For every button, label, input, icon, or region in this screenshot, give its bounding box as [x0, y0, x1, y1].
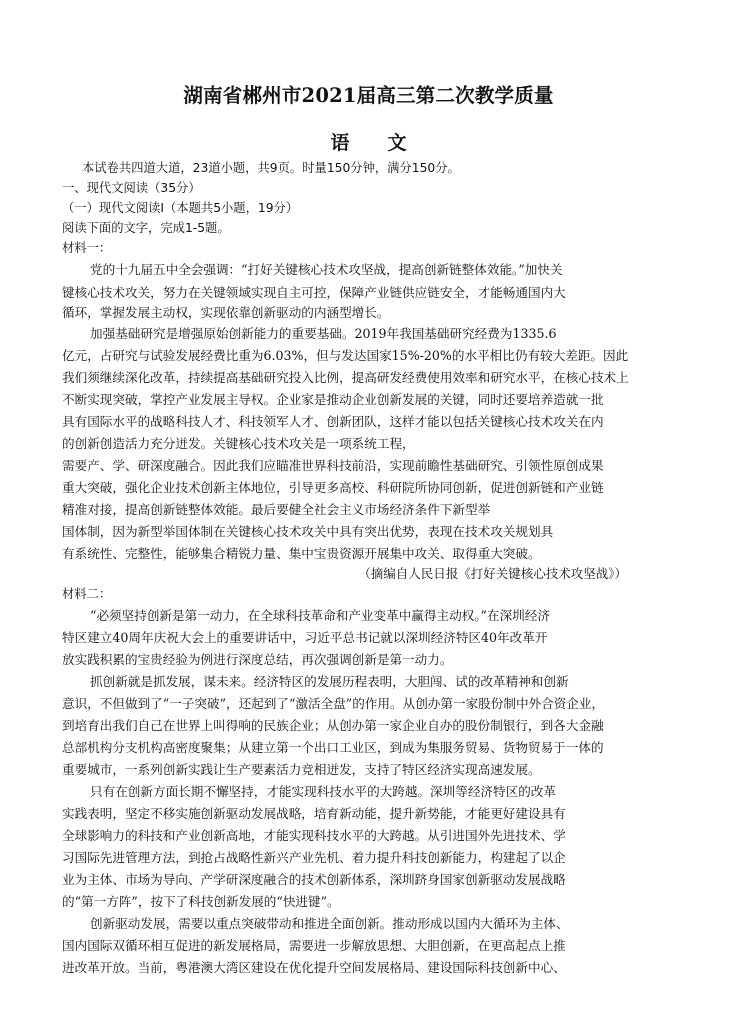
- paragraph-line: 的创新创造活力充分迸发。关键核心技术攻关是一项系统工程，: [62, 436, 415, 451]
- paragraph-line: 特区建立40周年庆祝大会上的重要讲话中，习近平总书记就以深圳经济特区40年改革开: [62, 630, 548, 645]
- paragraph-line: 全球影响力的科技和产业创新高地，才能实现科技水平的大跨越。从引进国外先进技术、学: [62, 828, 566, 843]
- paragraph-line: 有系统性、完整性，能够集合精锐力量、集中宝贵资源开展集中攻关、取得重大突破。: [62, 546, 541, 561]
- subject-title: 语 文: [330, 132, 407, 154]
- paragraph-line: “必须坚持创新是第一动力，在全球科技革命和产业变革中赢得主动权。”在深圳经济: [90, 608, 550, 623]
- paragraph-line: 抓创新就是抓发展，谋未来。经济特区的发展历程表明，大胆闯、试的改革精神和创新: [90, 674, 569, 689]
- exam-title: 湖南省郴州市2021届高三第二次教学质量: [183, 84, 554, 107]
- paragraph-line: 我们须继续深化改革，持续提高基础研究投入比例，提高研发经费使用效率和研究水平，在核心技术上: [62, 370, 629, 385]
- paragraph-line: 键核心技术攻关，努力在关键领域实现自主可控，保障产业链供应链安全，才能畅通国内大: [62, 285, 566, 300]
- paragraph-line: 进改革开放。当前，粤港澳大湾区建设在优化提升空间发展格局、建设国际科技创新中心、: [62, 960, 566, 975]
- exam-intro: 本试卷共四道大道，23道小题，共9页。时量150分钟，满分150分。: [82, 161, 460, 175]
- section-heading: 一、现代文阅读（35分）: [62, 181, 201, 195]
- paragraph-line: 国体制，因为新型举国体制在关键核心技术攻关中具有突出优势，表现在技术攻关规划具: [62, 524, 554, 539]
- paragraph-line: 重大突破，强化企业技术创新主体地位，引导更多高校、科研院所协同创新，促进创新链和产业链: [62, 480, 604, 495]
- reading-instruction: 阅读下面的文字，完成1-5题。: [62, 221, 230, 235]
- paragraph-line: 习国际先进管理方法，到抢占战略性新兴产业先机、着力提升科技创新能力，构建起了以企: [62, 850, 566, 865]
- paragraph-line: 到培育出我们自己在世界上叫得响的民族企业；从创办第一家企业自办的股份制银行，到各大金融: [62, 718, 604, 733]
- paragraph-line: 需要产、学、研深度融合。因此我们应瞄准世界科技前沿，实现前瞻性基础研究、引领性原创成果: [62, 458, 604, 473]
- subsection-heading: （一）现代文阅读Ⅰ（本题共5小题，19分）: [62, 201, 299, 215]
- paragraph-line: 创新驱动发展，需要以重点突破带动和推进全面创新。推动形成以国内大循环为主体、: [90, 916, 569, 931]
- paragraph-line: 总部机构分支机构高密度聚集；从建立第一个出口工业区，到成为集服务贸易、货物贸易于一体的: [62, 740, 604, 755]
- material-label: 材料一：: [62, 241, 112, 255]
- paragraph-line: 重要城市，一系列创新实践让生产要素活力竞相迸发，支持了特区经济实现高速发展。: [62, 762, 541, 777]
- material-source: （摘编自人民日报《打好关键核心技术攻坚战》）: [358, 566, 627, 581]
- paragraph-line: 加强基础研究是增强原始创新能力的重要基础。2019年我国基础研究经费为1335.6: [90, 326, 557, 341]
- paragraph-line: 党的十九届五中全会强调：“打好关键核心技术攻坚战，提高创新链整体效能。”加快关: [90, 262, 563, 277]
- paragraph-line: 具有国际水平的战略科技人才、科技领军人才、创新团队，这样才能以包括关键核心技术攻关在内: [62, 414, 604, 429]
- paragraph-line: 放实践积累的宝贵经验为例进行深度总结，再次强调创新是第一动力。: [62, 652, 453, 667]
- material-label: 材料二：: [62, 587, 112, 601]
- paragraph-line: 精准对接，提高创新链整体效能。最后要健全社会主义市场经济条件下新型举: [62, 502, 491, 517]
- paragraph-line: 实践表明，坚定不移实施创新驱动发展战略，培育新动能，提升新势能，才能更好建设具有: [62, 806, 566, 821]
- paragraph-line: 业为主体、市场为导向、产学研深度融合的技术创新体系，深圳跻身国家创新驱动发展战略: [62, 872, 566, 887]
- paragraph-line: 亿元，占研究与试验发展经费比重为6.03%，但与发达国家15%-20%的水平相比仍有较大差距。因此: [62, 348, 629, 363]
- paragraph-line: 只有在创新方面长期不懈坚持，才能实现科技水平的大跨越。深圳等经济特区的改革: [90, 784, 556, 799]
- paragraph-line: 的“第一方阵”，按下了科技创新发展的“快进键”。: [62, 894, 340, 909]
- paragraph-line: 国内国际双循环相互促进的新发展格局，需要进一步解放思想、大胆创新，在更高起点上推: [62, 938, 566, 953]
- paragraph-line: 不断实现突破，掌控产业发展主导权。企业家是推动企业创新发展的关键，同时还要培养造就一批: [62, 392, 604, 407]
- paragraph-line: 意识，不但做到了“一子突破”，还起到了“激活全盘”的作用。从创办第一家股份制中外合资企业，: [62, 696, 605, 711]
- paragraph-line: 循环，掌握发展主动权，实现依靠创新驱动的内涵型增长。: [62, 305, 390, 320]
